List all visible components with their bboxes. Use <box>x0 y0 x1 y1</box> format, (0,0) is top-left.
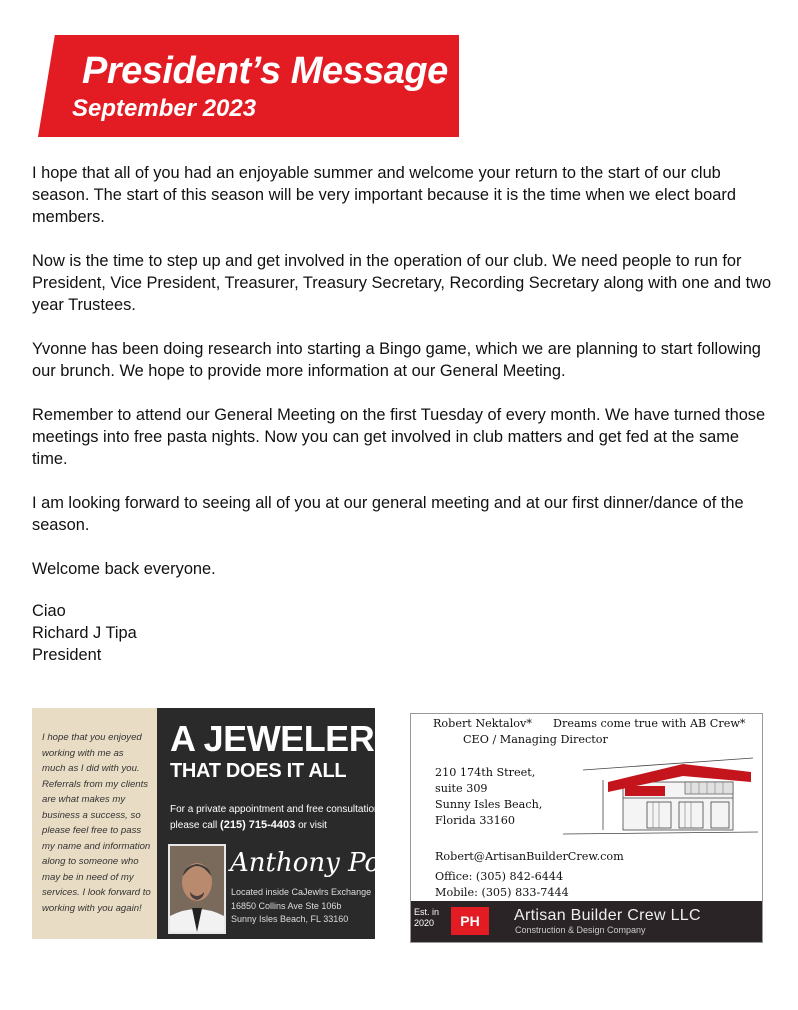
note-line: working with me as <box>42 747 124 759</box>
page-subtitle: September 2023 <box>72 95 257 122</box>
note-line: working with you again! <box>42 902 142 914</box>
note-line: my name and information <box>42 840 151 852</box>
call-prefix: please call <box>170 820 218 831</box>
call-suffix: or visit <box>298 820 327 831</box>
signature-name: Richard J Tipa <box>32 624 137 642</box>
builder-role: CEO / Managing Director <box>463 733 608 746</box>
address-line: suite 309 <box>435 782 488 795</box>
builder-mobile-phone: Mobile: (305) 833-7444 <box>435 886 569 899</box>
note-line: business a success, so <box>42 809 141 821</box>
est-year: 2020 <box>414 918 435 928</box>
ph-logo: PH <box>451 907 489 935</box>
builder-company: Artisan Builder Crew LLC <box>514 907 701 924</box>
jeweler-ad <box>32 708 394 939</box>
builder-email[interactable]: Robert@ArtisanBuilderCrew.com <box>435 850 624 863</box>
established-badge <box>414 907 439 929</box>
note-line: along to someone who <box>42 856 139 867</box>
note-line: please feel free to pass <box>42 825 142 836</box>
paragraph: Welcome back everyone. <box>32 560 216 578</box>
jeweler-ad-main <box>157 708 394 939</box>
location-line: 16850 Collins Ave Ste 106b <box>231 900 342 911</box>
builder-tagline: Dreams come true with AB Crew* <box>553 717 746 730</box>
est-label: Est. in <box>414 907 440 917</box>
paragraph: Yvonne has been doing research into starting a Bingo game, which we are planning to start following our brunch. We hope to provide more information at our General Meeting. <box>32 340 761 380</box>
jeweler-call-line <box>170 819 327 831</box>
signature-title: President <box>32 646 102 664</box>
jeweler-contact-line: For a private appointment and free consultation <box>170 804 380 815</box>
signature-block <box>32 600 137 666</box>
jeweler-location <box>231 886 371 927</box>
address-line: 210 174th Street, <box>435 766 536 779</box>
jeweler-ad-note <box>42 730 154 916</box>
page-title: President’s Message <box>82 50 448 92</box>
note-line: Referrals from my clients <box>42 778 149 790</box>
signature-closing: Ciao <box>32 602 66 620</box>
message-body <box>32 162 772 602</box>
builder-footer <box>411 901 762 942</box>
paragraph: I am looking forward to seeing all of you at our general meeting and at our first dinner/dance of the season. <box>32 494 744 534</box>
note-line: I hope that you enjoyed <box>42 732 142 743</box>
builder-office-phone: Office: (305) 842-6444 <box>435 870 564 883</box>
location-line: Located inside CaJewlrs Exchange <box>231 887 372 897</box>
building-illustration <box>563 752 758 840</box>
jeweler-subheadline: THAT DOES IT ALL <box>170 760 347 782</box>
location-line: Sunny Isles Beach, FL 33160 <box>231 914 349 924</box>
address-line: Florida 33160 <box>435 814 515 827</box>
address-line: Sunny Isles Beach, <box>435 798 543 811</box>
note-line: much as I did with you. <box>42 763 140 774</box>
builder-ad <box>410 713 763 943</box>
jeweler-phone: (215) 715-4403 <box>220 819 296 831</box>
paragraph: Remember to attend our General Meeting on the first Tuesday of every month. We have turned those meetings into free pasta nights. Now you can get involved in club matters and get fed at the same time. <box>32 406 766 468</box>
builder-company-sub: Construction & Design Company <box>515 925 646 935</box>
jeweler-signature: Anthony Poz <box>230 848 394 878</box>
note-line: services. I look forward to <box>42 887 151 898</box>
paragraph: I hope that all of you had an enjoyable summer and welcome your return to the start of our club season. The start of this season will be very important because it is the time when we elect board members. <box>32 164 736 226</box>
note-line: may be in need of my <box>42 871 134 883</box>
jeweler-ad-note-panel <box>32 708 157 939</box>
note-line: are what makes my <box>42 794 126 805</box>
jeweler-portrait-photo <box>168 844 226 934</box>
builder-name: Robert Nektalov* <box>433 717 532 730</box>
jeweler-headline: A JEWELER <box>170 718 375 759</box>
paragraph: Now is the time to step up and get involved in the operation of our club. We need people to run for President, Vice President, Treasurer, Treasury Secretary, Recording Secretary along with one and two year Trustees. <box>32 252 772 314</box>
